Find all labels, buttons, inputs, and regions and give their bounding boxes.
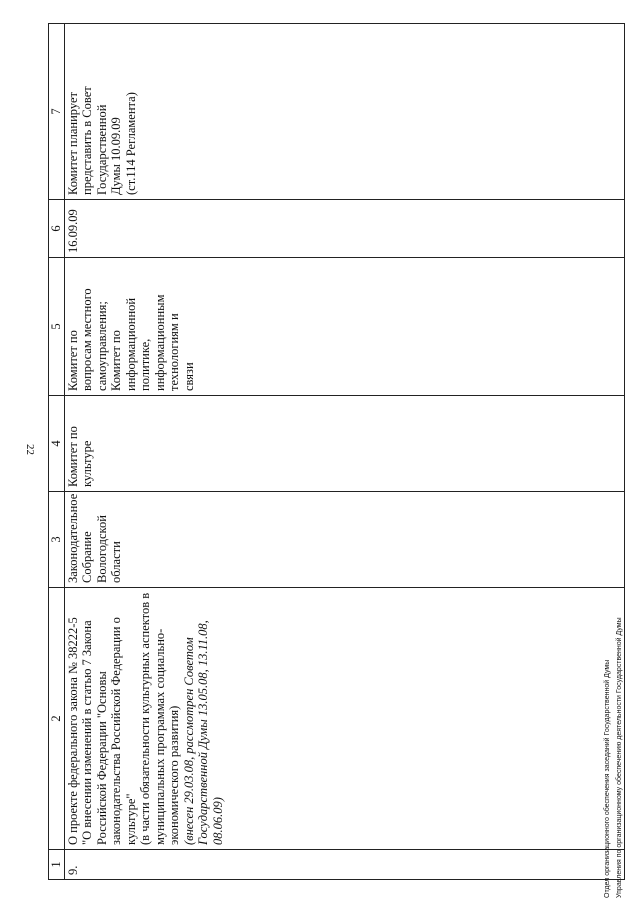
responsible-committee-line: культуре [80, 440, 94, 487]
col-header-1: 1 [49, 850, 65, 880]
col-header-3: 3 [49, 492, 65, 588]
bill-title-line: О проекте федерального закона № 38222-5 [65, 617, 80, 845]
page-number: 22 [24, 444, 36, 455]
row-number: 9. [64, 850, 624, 880]
bill-title-line: экономического развития) [167, 705, 181, 845]
status-line: Думы 10.09.09 [109, 117, 123, 195]
bill-title-line: культуре" [123, 793, 138, 845]
bill-title-line: муниципальных программах социально- [152, 628, 167, 845]
initiator-line: Законодательное [65, 493, 80, 583]
initiator-line: Вологодской области [94, 515, 123, 583]
co-committee-line: вопросам местного [80, 288, 94, 391]
bill-note-line: (внесен 29.03.08, рассмотрен Советом [181, 637, 196, 845]
status-line: (ст.114 Регламента) [123, 92, 138, 195]
date-cell: 16.09.09 [64, 200, 624, 258]
co-committee-line: связи [181, 362, 196, 391]
col-header-7: 7 [49, 24, 65, 200]
col-header-5: 5 [49, 258, 65, 396]
initiator-line: Собрание [80, 531, 94, 583]
bill-note-line: 08.06.09) [210, 797, 225, 845]
co-committee-line: политике, [138, 338, 152, 391]
bill-title-line: (в части обязательности культурных аспектов в [138, 592, 152, 845]
status-line: представить в Совет [80, 86, 94, 195]
bill-title-line: законодательства Российской Федерации о [109, 617, 123, 845]
co-committee-line: самоуправления; [94, 301, 109, 391]
footer-line-1: Отдел организационного обеспечения заседаний Государственной Думы [604, 659, 611, 898]
responsible-committee-line: Комитет по [65, 426, 80, 487]
col-header-2: 2 [49, 588, 65, 850]
status-line: Комитет планирует [65, 92, 80, 195]
status-line: Государственной [94, 104, 109, 195]
footer-line-2: Управления по организационному обеспечению деятельности Государственной Думы [616, 617, 623, 898]
bill-title-line: "О внесении изменений в статью 7 Закона [80, 620, 94, 845]
co-committee-line: Комитет по [65, 330, 80, 391]
col-header-6: 6 [49, 200, 65, 258]
co-committee-line: Комитет по [109, 330, 123, 391]
col-header-4: 4 [49, 396, 65, 492]
co-committee-line: информационным [152, 294, 167, 391]
co-committee-line: информационной [123, 297, 138, 391]
bill-title-line: Российской Федерации "Основы [94, 671, 109, 845]
bill-note-line: Государственной Думы 13.05.08, 13.11.08, [196, 620, 210, 845]
co-committee-line: технологиям и [167, 313, 181, 391]
